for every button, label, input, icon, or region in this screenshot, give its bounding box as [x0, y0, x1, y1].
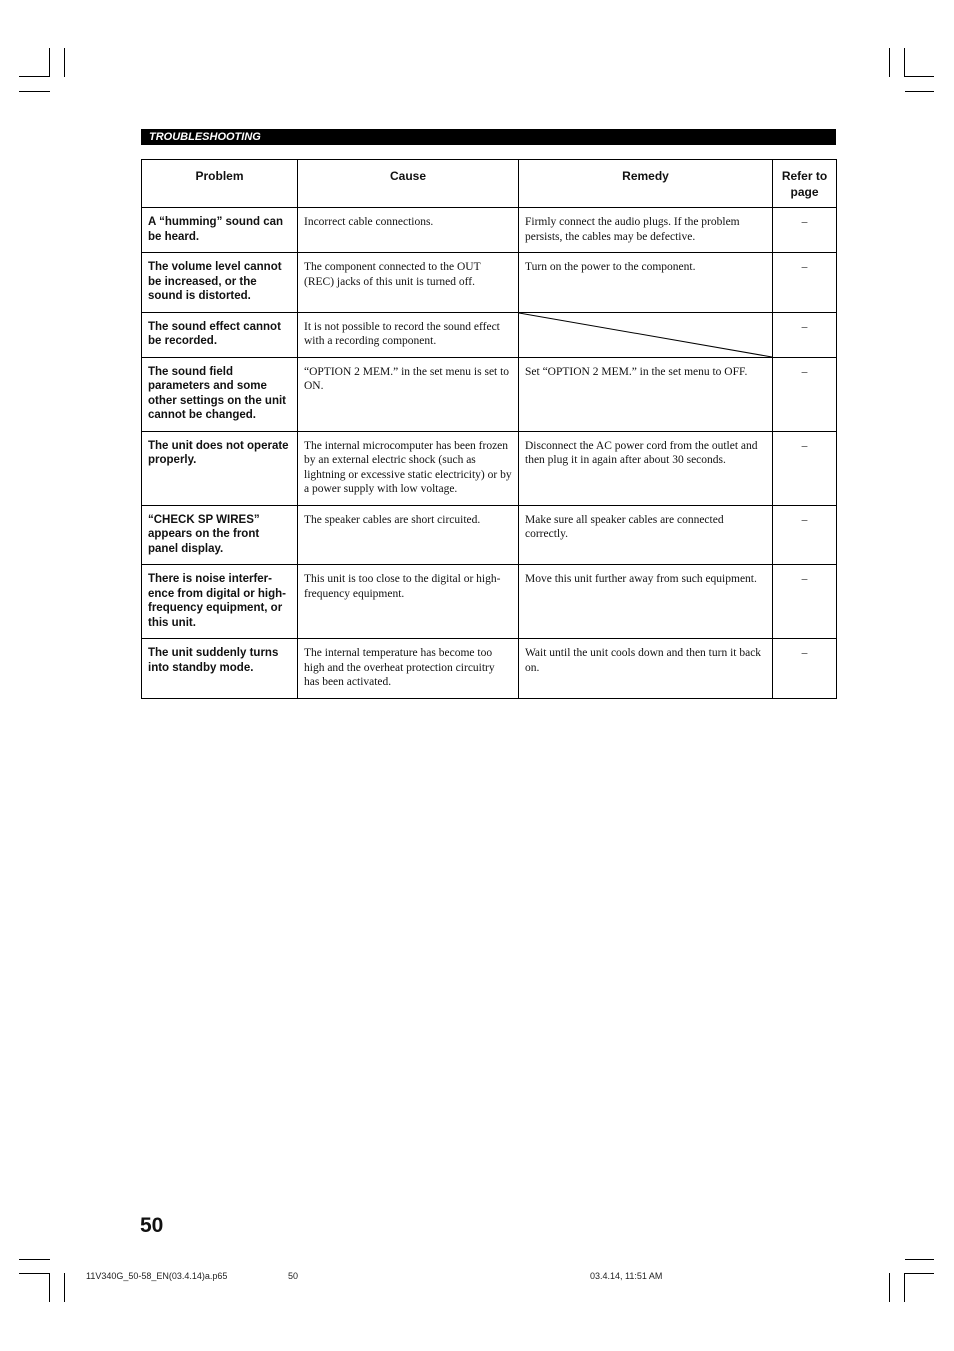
problem-cell: There is noise interfer-ence from digital or high-frequency equipment, or this unit.	[142, 565, 298, 639]
problem-cell: The unit suddenly turns into standby mode.	[142, 639, 298, 699]
page-ref-cell: –	[773, 312, 837, 357]
problem-cell: The unit does not operate properly.	[142, 431, 298, 505]
remedy-cell: Make sure all speaker cables are connected correctly.	[519, 505, 773, 565]
table-row	[142, 208, 837, 253]
crop-mark	[64, 48, 65, 77]
remedy-cell: Set “OPTION 2 MEM.” in the set menu to OFF.	[519, 357, 773, 431]
problem-cell: The sound field parameters and some other settings on the unit cannot be changed.	[142, 357, 298, 431]
section-title: TROUBLESHOOTING	[141, 129, 836, 145]
page-ref-cell: –	[773, 639, 837, 699]
page-ref-cell: –	[773, 431, 837, 505]
crop-mark	[19, 1259, 50, 1260]
troubleshooting-table	[141, 159, 837, 699]
crop-mark	[904, 1273, 905, 1302]
header-cause: Cause	[298, 160, 519, 208]
cause-cell: The component connected to the OUT (REC) jacks of this unit is turned off.	[298, 253, 519, 313]
footer-filename: 11V340G_50-58_EN(03.4.14)a.p65	[86, 1271, 228, 1281]
table-row	[142, 565, 837, 639]
cause-cell: The speaker cables are short circuited.	[298, 505, 519, 565]
table-row	[142, 357, 837, 431]
crop-mark	[49, 1273, 50, 1302]
header-remedy: Remedy	[519, 160, 773, 208]
crop-mark	[889, 1273, 890, 1302]
footer-page: 50	[288, 1271, 299, 1281]
cause-cell: The internal microcomputer has been frozen by an external electric shock (such as lightning or excessive static electricity) or by a power supply with low voltage.	[298, 431, 519, 505]
table-row	[142, 253, 837, 313]
remedy-cell: Wait until the unit cools down and then turn it back on.	[519, 639, 773, 699]
table-row	[142, 505, 837, 565]
crop-mark	[905, 91, 934, 92]
cause-cell: It is not possible to record the sound effect with a recording component.	[298, 312, 519, 357]
page-ref-cell: –	[773, 565, 837, 639]
header-problem: Problem	[142, 160, 298, 208]
cause-cell: “OPTION 2 MEM.” in the set menu is set to ON.	[298, 357, 519, 431]
table-header-row	[142, 160, 837, 208]
crop-mark	[19, 76, 50, 77]
crop-mark	[889, 48, 890, 77]
crop-mark	[904, 48, 905, 77]
crop-mark	[49, 48, 50, 77]
page-ref-cell: –	[773, 208, 837, 253]
crop-mark	[905, 1259, 934, 1260]
cause-cell: Incorrect cable connections.	[298, 208, 519, 253]
diagonal-strike-line	[519, 313, 772, 357]
remedy-cell: Firmly connect the audio plugs. If the problem persists, the cables may be defective.	[519, 208, 773, 253]
footer-timestamp: 03.4.14, 11:51 AM	[590, 1271, 663, 1281]
crop-mark	[19, 91, 50, 92]
crop-mark	[64, 1273, 65, 1302]
page-number: 50	[140, 1214, 164, 1237]
cause-cell: This unit is too close to the digital or high-frequency equipment.	[298, 565, 519, 639]
page-ref-cell: –	[773, 505, 837, 565]
problem-cell: A “humming” sound can be heard.	[142, 208, 298, 253]
remedy-cell: Disconnect the AC power cord from the outlet and then plug it in again after about 30 seconds.	[519, 431, 773, 505]
table-row	[142, 639, 837, 699]
remedy-cell-not-applicable	[519, 312, 773, 357]
page-ref-cell: –	[773, 357, 837, 431]
problem-cell: The volume level cannot be increased, or the sound is distorted.	[142, 253, 298, 313]
header-refer-to-page: Refer to page	[773, 160, 837, 208]
remedy-cell: Move this unit further away from such equipment.	[519, 565, 773, 639]
problem-cell: The sound effect cannot be recorded.	[142, 312, 298, 357]
table-row	[142, 312, 837, 357]
crop-mark	[19, 1273, 50, 1274]
crop-mark	[905, 76, 934, 77]
problem-cell: “CHECK SP WIRES” appears on the front panel display.	[142, 505, 298, 565]
remedy-cell: Turn on the power to the component.	[519, 253, 773, 313]
table-row	[142, 431, 837, 505]
page-ref-cell: –	[773, 253, 837, 313]
cause-cell: The internal temperature has become too high and the overheat protection circuitry has been activated.	[298, 639, 519, 699]
crop-mark	[905, 1273, 934, 1274]
